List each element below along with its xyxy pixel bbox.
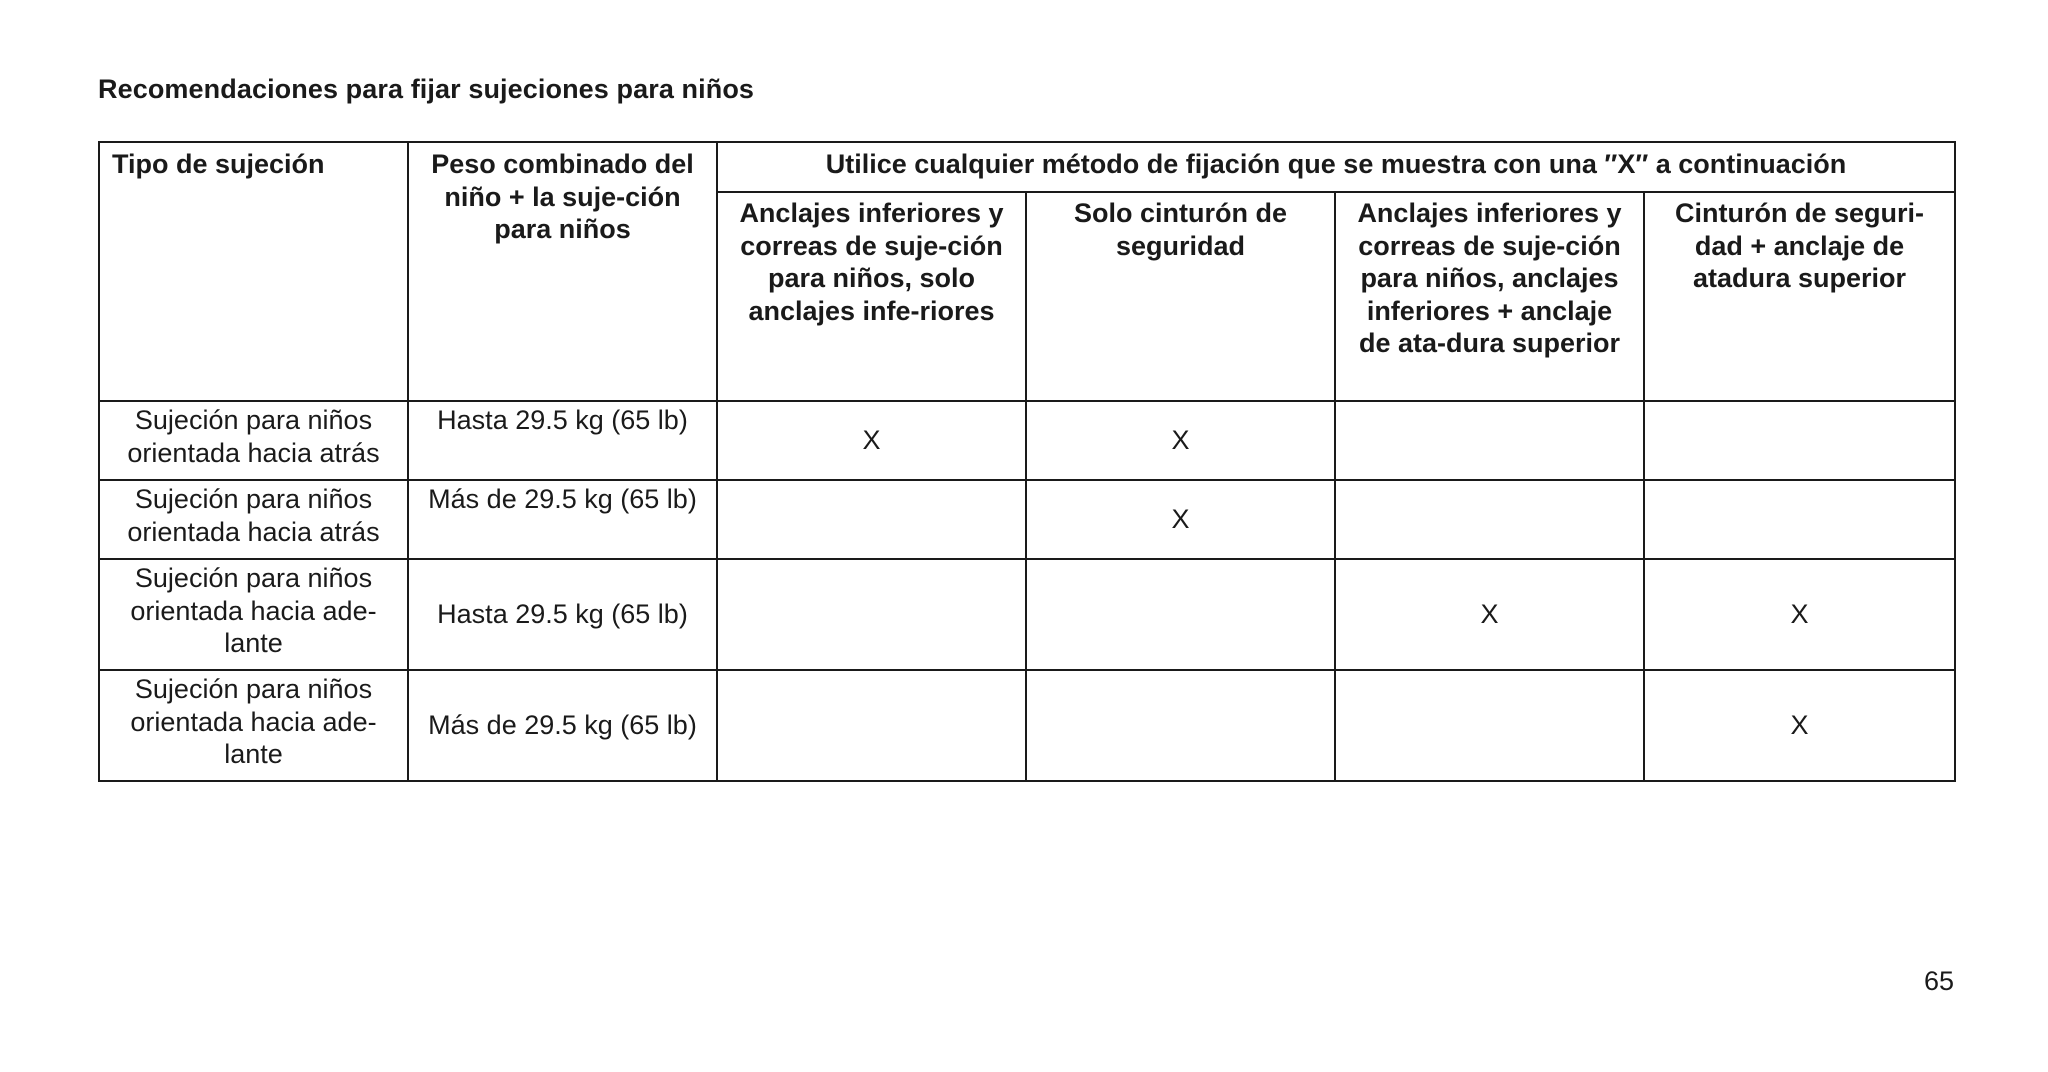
page-number: 65 xyxy=(1923,966,1954,996)
cell-mark: X xyxy=(1026,401,1335,480)
cell-mark: X xyxy=(717,401,1026,480)
header-method-3: Anclajes inferiores y correas de suje-ción para niños, anclajes inferiores + anclaje de ata-dura superior xyxy=(1335,192,1644,401)
cell-mark xyxy=(1644,480,1955,559)
cell-tipo: Sujeción para niños orientada hacia ade-lante xyxy=(99,559,408,670)
cell-tipo: Sujeción para niños orientada hacia ade-lante xyxy=(99,670,408,781)
cell-mark xyxy=(717,480,1026,559)
header-method-1: Anclajes inferiores y correas de suje-ción para niños, solo anclajes infe-riores xyxy=(717,192,1026,401)
cell-mark xyxy=(1026,670,1335,781)
table-row xyxy=(99,401,1955,480)
cell-mark: X xyxy=(1335,559,1644,670)
table-row xyxy=(99,559,1955,670)
cell-mark xyxy=(1335,480,1644,559)
cell-mark: X xyxy=(1644,559,1955,670)
cell-peso: Más de 29.5 kg (65 lb) xyxy=(408,670,717,781)
table-row xyxy=(99,480,1955,559)
cell-mark xyxy=(717,670,1026,781)
cell-peso: Hasta 29.5 kg (65 lb) xyxy=(408,559,717,670)
cell-mark xyxy=(1644,401,1955,480)
child-restraint-table xyxy=(98,141,1956,782)
cell-tipo: Sujeción para niños orientada hacia atrás xyxy=(99,401,408,480)
header-tipo: Tipo de sujeción xyxy=(99,142,408,401)
cell-tipo: Sujeción para niños orientada hacia atrás xyxy=(99,480,408,559)
cell-peso: Más de 29.5 kg (65 lb) xyxy=(408,480,717,559)
header-peso: Peso combinado del niño + la suje-ción para niños xyxy=(408,142,717,401)
header-method-2: Solo cinturón de seguridad xyxy=(1026,192,1335,401)
header-method-4: Cinturón de seguri-dad + anclaje de atadura superior xyxy=(1644,192,1955,401)
cell-mark xyxy=(1335,670,1644,781)
table-header-row xyxy=(99,142,1955,192)
cell-peso: Hasta 29.5 kg (65 lb) xyxy=(408,401,717,480)
table-row xyxy=(99,670,1955,781)
cell-mark xyxy=(1335,401,1644,480)
cell-mark xyxy=(717,559,1026,670)
page-title: Recomendaciones para fijar sujeciones para niños xyxy=(98,74,755,104)
cell-mark: X xyxy=(1026,480,1335,559)
cell-mark: X xyxy=(1644,670,1955,781)
cell-mark xyxy=(1026,559,1335,670)
header-metodo: Utilice cualquier método de fijación que se muestra con una ″X″ a continuación xyxy=(717,142,1955,192)
